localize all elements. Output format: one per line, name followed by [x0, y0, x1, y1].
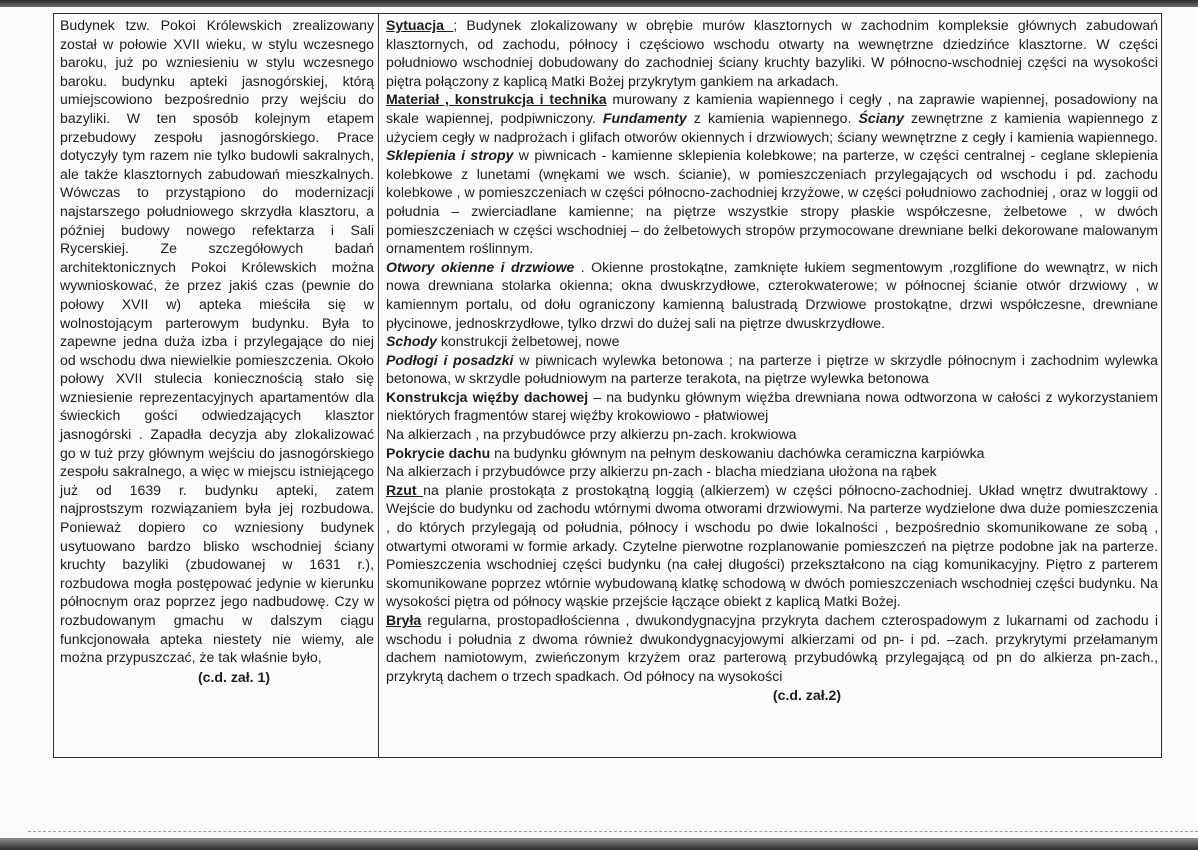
text-rzut: na planie prostokąta z prostokątną loggią (alkierzem) w części północno-zachodniej. Układ wnętrz dwutraktowy . Wejście do budynku od zachodu wtórnymi dwoma otworami drzwiowymi. Na parterze wydzielone dwa duże pomieszczenia , do których przylegają od południa, północy i wschodu po dwie lokalności , bezpośrednio skomunikowane ze sobą , otwartymi otworami w formie arkady. Czytelne pierwotne rozplanowanie pomieszczeń na piętrze podobne jak na parterze. Pomieszczenia wschodniej części budynku (na całej długości) przekształcono na ciąg komunikacyjny. Piętro z parterem skomunikowane poprzez wtórnie wybudowaną klatkę schodową w dwóch pomieszczeniach wschodniej części budynku. Na wysokości piętra od północy wąskie przejście łączące obiekt z kaplicą Matki Bożej.	[386, 481, 1158, 610]
continuation-note-1: (c.d. zał. 1)	[197, 668, 271, 685]
section-rzut	[386, 481, 1158, 611]
heading-podlogi: Podłogi i posadzki	[386, 351, 514, 368]
section-bryla	[386, 611, 1158, 685]
text-schody: konstrukcji żelbetowej, nowe	[436, 333, 620, 350]
section-otwory	[386, 258, 1158, 332]
section-sytuacja	[386, 16, 1158, 90]
heading-bryla: Bryła	[386, 612, 422, 628]
heading-otwory: Otwory okienne i drzwiowe	[386, 258, 575, 275]
history-paragraph: Budynek tzw. Pokoi Królewskich zrealizowany został w połowie XVII wieku, w stylu wczesnego baroku, już po wzniesieniu w stylu wczesnego baroku. budynku apteki jasnogórskiej, którą umiejscowiono bezpośrednio przy wejściu do bazyliki. W ten sposób kolejnym etapem przebudowy zespołu jasnogórskiego. Prace dotyczyły tym razem nie tylko budowli sakralnych, ale także klasztornych zabudowań mieszkalnych. Wówczas to przystąpiono do modernizacji najstarszego południowego skrzydła klasztoru, a później budowy nowego refektarza i Sali Rycerskiej. Ze szczegółowych badań architektonicznych Pokoi Królewskich można wywnioskować, że przez jakiś czas (pewnie do połowy XVII w) apteka mieściła się w wolnostojącym parterowym budynku. Była to zapewne jedna duża izba i przylegające do niej od wschodu dwa niewielkie pomieszczenia. Około połowy XVII stulecia koniecznością stało się wzniesienie reprezentacyjnych apartamentów dla świeckich gości odwiedzających klasztor jasnogórski . Zapadła decyzja aby zlokalizować go w tuż przy głównym wejściu do jasnogórskiego zespołu sakralnego, a więc w miejscu istniejącego już od 1639 r. budynku apteki, zatem najprostszym rozwiązaniem była jej rozbudowa. Ponieważ dopiero co wzniesiony budynek usytuowano bardzo blisko wschodniej ściany kruchty bazyliki (zbudowanej w 1631 r.), rozbudowa mogła postępować jedynie w kierunku północnym oraz poprzez jego nadbudowę. Czy w rozbudowanym gmachu w dalszym ciągu funkcjonowała apteka niestety nie wiemy, ale można przypuszczać, że tak właśnie było,	[60, 17, 374, 666]
text-pokrycie: na budynku głównym na pełnym deskowaniu dachówka ceramiczna karpiówka	[490, 444, 985, 461]
section-material	[386, 90, 1158, 257]
heading-rzut: Rzut	[386, 481, 424, 498]
text-fundamenty: z kamienia wapiennego.	[686, 109, 859, 126]
text-sklepienia: w piwnicach - kamienne sklepienia kolebkowe; na parterze, w części centralnej - ceglane sklepienia kolebkowe z lunetami (wnękami we wsch. ścianie), w pomieszczeniach przylegających od wschodu i pd. zachodu kolebkowe , w pomieszczeniach w części północno-zachodniej krzyżowe, w części południowo zachodniej , oraz w loggii od południa – zwierciadlane kamienne; na piętrze wszystkie stropy płaskie współczesne, żelbetowe , w dwóch pomieszczeniach w części wschodniej – do żelbetowych stropów przymocowane drewniane belki dekorowane malowanym ornamentem roślinnym.	[386, 147, 1159, 257]
text-wiezba-alkierze: Na alkierzach , na przybudówce przy alkierzu pn-zach. krokwiowa	[386, 426, 797, 443]
heading-sklepienia: Sklepienia i stropy	[386, 147, 514, 164]
text-wiezba: – na budynku głównym więźba drewniana nowa odtworzona w całości z wykorzystaniem niektórych fragmentów starej więźby krokowiowo - płatwiowej	[386, 388, 1158, 424]
text-pokrycie-alkierze: Na alkierzach i przybudówce przy alkierzu pn-zach - blacha miedziana ułożona na rąbek	[386, 463, 937, 480]
section-podlogi	[386, 351, 1158, 388]
text-bryla: regularna, prostopadłościenna , dwukondygnacyjna przykryta dachem czterospadowym z lukarnami od zachodu i wschodu i południa z dwoma również dwukondygnacyjowymi alkierzami od pn- i pd. –zach. przykrytymi przełamanym dachem namiotowym, zwieńczonym krzyżem oraz parterową przybudówką przylegającą od pn do alkierza pn-zach., przykrytą dachem o trzech spadkach. Od północy na wysokości	[386, 612, 1158, 684]
section-wiezba	[386, 388, 1158, 425]
text-sciany: zewnętrzne z kamienia wapiennego z użyciem cegły w nadprożach i glifach otworów okiennych i drzwiowych; ściany wewnętrzne z cegły i kamienia wapiennego.	[386, 109, 1159, 145]
scan-artifact-line	[28, 831, 1198, 832]
heading-schody: Schody	[386, 333, 437, 350]
scanner-edge-bottom	[0, 838, 1198, 850]
column-divider	[378, 13, 379, 758]
heading-wiezba: Konstrukcja więźby dachowej	[386, 388, 589, 405]
text-material: murowany z kamienia wapiennego i cegły , na zaprawie wapiennej, posadowiony na skale wapiennej, podpiwniczony.	[386, 91, 1159, 126]
left-column	[60, 16, 374, 686]
text-podlogi: w piwnicach wylewka betonowa ; na parterze i piętrze w skrzydle północnym i zachodnim wylewka betonowa, w skrzydle południowym na parterze terakota, na piętrze wylewka betonowa	[386, 351, 1158, 387]
continuation-note-2: (c.d. zał.2)	[772, 687, 842, 704]
text-otwory: . Okienne prostokątne, zamknięte łukiem segmentowym ,rozglifione do wewnątrz, w nich nowa drewniana stolarka okienna; okna dwuskrzydłowe, czterokwaterowe; w północnej ścianie otwór drzwiowy , w kamiennym portalu, od dołu ograniczony kamienną balustradą Drzwiowe prostokątne, drzwi współczesne, drewniane płycinowe, jednoskrzydłowe, tylko drzwi do dużej sali na piętrze dwuskrzydłowe.	[386, 258, 1158, 331]
scanner-edge-top	[0, 0, 1198, 7]
right-column	[386, 16, 1158, 705]
heading-sciany: Ściany	[858, 109, 904, 126]
heading-sytuacja: Sytuacja	[386, 17, 454, 33]
heading-material: Materiał , konstrukcja i technika	[386, 91, 607, 108]
heading-fundamenty: Fundamenty	[602, 109, 687, 126]
heading-pokrycie: Pokrycie dachu	[386, 444, 491, 461]
text-sytuacja: ; Budynek zlokalizowany w obrębie murów klasztornych w zachodnim kompleksie głównych zabudowań klasztornych, od zachodu, północy i częściowo wschodu otwarty na wewnętrzne dziedzińce klasztorne. W części południowo wschodniej dobudowany do zachodniej ściany kruchty bazyliki. W północno-wschodniej części na wysokości piętra połączony z kaplicą Matki Bożej przykrytym gankiem na arkadach.	[386, 17, 1159, 89]
section-pokrycie	[386, 444, 1158, 463]
section-schody	[386, 332, 1158, 351]
